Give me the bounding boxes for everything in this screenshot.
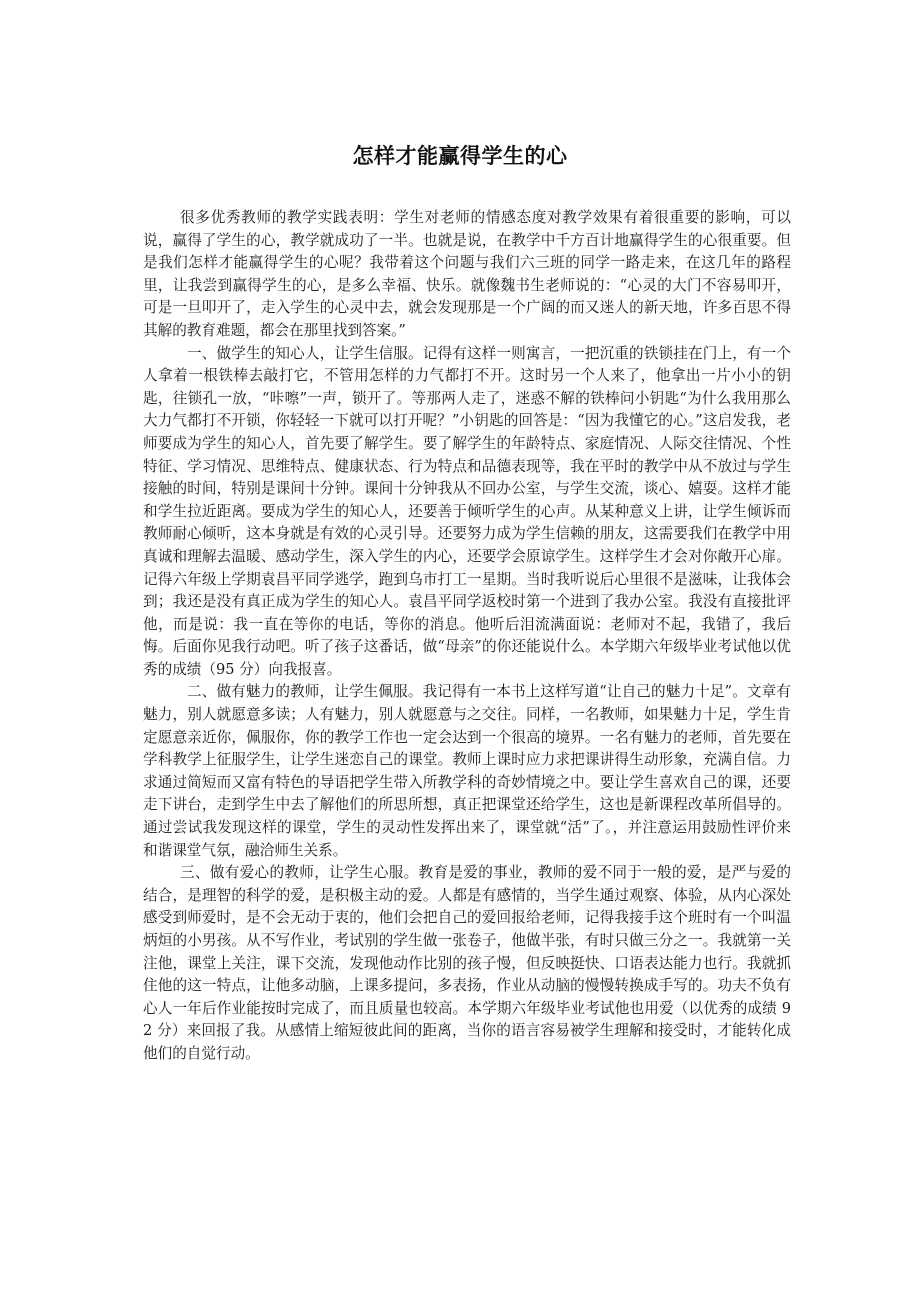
paragraph-section-2: 二、做有魅力的教师，让学生佩服。我记得有一本书上这样写道“让自己的魅力十足”。文章有魅力，别人就愿意多读；人有魅力，别人就愿意与之交往。同样，一名教师，如果魅力十足，学生肯定愿意亲近你，佩服你，你的教学工作也一定会达到一个很高的境界。一名有魅力的老师，首先要在学科教学上征服学生，让学生迷恋自己的课堂。教师上课时应力求把课讲得生动形象，充满自信。力求通过简短而又富有特色的导语把学生带入所教学科的奇妙情境之中。要让学生喜欢自己的课，还要走下讲台，走到学生中去了解他们的所思所想，真正把课堂还给学生，这也是新课程改革所倡导的。通过尝试我发现这样的课堂，学生的灵动性发挥出来了，课堂就“活”了。，并注意运用鼓励性评价来和谐课堂气氛，融洽师生关系。: [143, 683, 791, 859]
document-body: [143, 207, 791, 1066]
document-title: 怎样才能赢得学生的心: [352, 144, 568, 168]
paragraph-section-1: 一、做学生的知心人，让学生信服。记得有这样一则寓言，一把沉重的铁锁挂在门上，有一个人拿着一根铁棒去敲打它，不管用怎样的力气都打不开。这时另一个人来了，他拿出一片小小的钥匙，往锁孔一放，“咔嚓”一声，锁开了。等那两人走了，迷惑不解的铁棒问小钥匙“为什么我用那么大力气都打不开锁，你轻轻一下就可以打开呢？”小钥匙的回答是：“因为我懂它的心。”这启发我，老师要成为学生的知心人，首先要了解学生。要了解学生的年龄特点、家庭情况、人际交往情况、个性特征、学习情况、思维特点、健康状态、行为特点和品德表现等，我在平时的教学中从不放过与学生接触的时间，特别是课间十分钟。课间十分钟我从不回办公室，与学生交流，谈心、嬉耍。这样才能和学生拉近距离。要成为学生的知心人，还要善于倾听学生的心声。从某种意义上讲，让学生倾诉而教师耐心倾听，这本身就是有效的心灵引导。还要努力成为学生信赖的朋友，这需要我们在教学中用真诚和理解去温暖、感动学生，深入学生的内心，还要学会原谅学生。这样学生才会对你敞开心扉。记得六年级上学期袁昌平同学逃学，跑到乌市打工一星期。当时我听说后心里很不是滋味，让我体会到；我还是没有真正成为学生的知心人。袁昌平同学返校时第一个进到了我办公室。我没有直接批评他，而是说：我一直在等你的电话，等你的消息。他听后泪流满面说：老师对不起，我错了，我后悔。后面你见我行动吧。听了孩子这番话，做“母亲”的你还能说什么。本学期六年级毕业考试他以优秀的成绩（95 分）向我报喜。: [143, 344, 791, 678]
paragraph-intro: 很多优秀教师的教学实践表明：学生对老师的情感态度对教学效果有着很重要的影响，可以说，赢得了学生的心，教学就成功了一半。也就是说，在教学中千方百计地赢得学生的心很重要。但是我们怎样才能赢得学生的心呢？我带着这个问题与我们六三班的同学一路走来，在这几年的路程里，让我尝到赢得学生的心，是多么幸福、快乐。就像魏书生老师说的：“心灵的大门不容易叩开，可是一旦叩开了，走入学生的心灵中去，就会发现那是一个广阔的而又迷人的新天地，许多百思不得其解的教育难题，都会在那里找到答案。”: [143, 209, 791, 339]
paragraph-section-3: 三、做有爱心的教师，让学生心服。教育是爱的事业，教师的爱不同于一般的爱，是严与爱的结合，是理智的科学的爱，是积极主动的爱。人都是有感情的，当学生通过观察、体验，从内心深处感受到师爱时，是不会无动于衷的，他们会把自己的爱回报给老师，记得我接手这个班时有一个叫温炳烜的小男孩。从不写作业，考试别的学生做一张卷子，他做半张，有时只做三分之一。我就第一关注他，课堂上关注，课下交流，发现他动作比别的孩子慢，但反映挺快、口语表达能力也行。我就抓住他的这一特点，让他多动脑，上课多提问，多表扬，作业从动脑的慢慢转换成手写的。功夫不负有心人一年后作业能按时完成了，而且质量也较高。本学期六年级毕业考试他也用爱（以优秀的成绩 92 分）来回报了我。从感情上缩短彼此间的距离，当你的语言容易被学生理解和接受时，才能转化成他们的自觉行动。: [143, 864, 791, 1062]
